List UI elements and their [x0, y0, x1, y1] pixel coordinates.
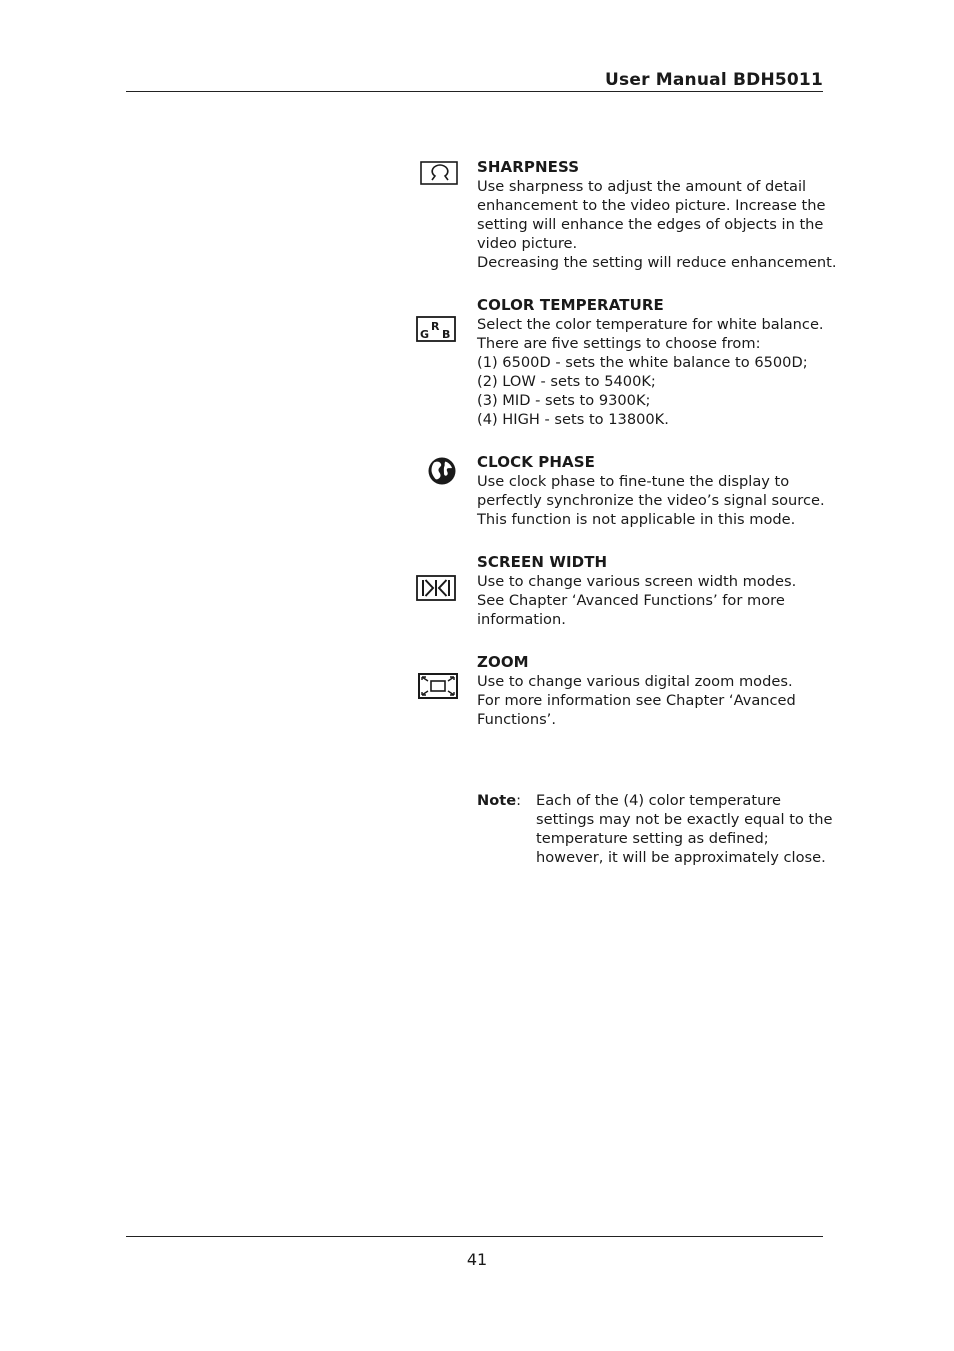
text-line: Decreasing the setting will reduce enhancement.: [477, 254, 837, 271]
section-title: CLOCK PHASE: [477, 453, 595, 471]
section-title: SCREEN WIDTH: [477, 553, 608, 571]
header-title: User Manual BDH5011: [605, 70, 823, 90]
section-color-temperature: [477, 296, 827, 429]
section-screen-width: [477, 553, 827, 629]
footer-rule: [126, 1236, 823, 1237]
text-line: enhancement to the video picture. Increase the: [477, 197, 826, 214]
sharpness-icon: [420, 161, 458, 185]
text-line: Use clock phase to fine-tune the display to: [477, 473, 790, 490]
text-line: Use to change various screen width modes.: [477, 573, 797, 590]
page-number: 41: [466, 1250, 488, 1269]
note-body: [536, 791, 836, 867]
text-line: perfectly synchronize the video’s signal source.: [477, 492, 825, 509]
text-line: setting will enhance the edges of objects in the: [477, 216, 824, 233]
note-separator: :: [516, 792, 522, 809]
text-line: See Chapter ‘Avanced Functions’ for more: [477, 592, 785, 609]
icon-letter-g: G: [420, 328, 430, 341]
icon-letter-r: R: [431, 320, 440, 333]
text-line: (2) LOW - sets to 5400K;: [477, 373, 656, 390]
note-label-text: Note: [477, 792, 517, 809]
section-zoom: [477, 653, 827, 729]
text-line: video picture.: [477, 235, 578, 252]
text-line: however, it will be approximately close.: [536, 849, 826, 866]
text-line: information.: [477, 611, 566, 628]
text-line: settings may not be exactly equal to the: [536, 811, 833, 828]
text-line: (1) 6500D - sets the white balance to 6500D;: [477, 354, 808, 371]
zoom-icon: [418, 673, 458, 699]
note-label: [477, 791, 521, 810]
text-line: Use to change various digital zoom modes.: [477, 673, 793, 690]
section-title: COLOR TEMPERATURE: [477, 296, 664, 314]
text-line: Use sharpness to adjust the amount of detail: [477, 178, 807, 195]
text-line: Each of the (4) color temperature: [536, 792, 781, 809]
text-line: (4) HIGH - sets to 13800K.: [477, 411, 669, 428]
header-rule: [126, 91, 823, 92]
text-line: temperature setting as defined;: [536, 830, 769, 847]
text-line: There are five settings to choose from:: [477, 335, 761, 352]
text-line: This function is not applicable in this mode.: [477, 511, 796, 528]
section-title: ZOOM: [477, 653, 529, 671]
text-line: Functions’.: [477, 711, 556, 728]
text-line: Select the color temperature for white balance.: [477, 316, 824, 333]
color-temperature-icon: [416, 316, 456, 342]
screen-width-icon: [416, 575, 456, 601]
icon-letter-b: B: [442, 328, 451, 341]
section-sharpness: [477, 158, 837, 272]
text-line: (3) MID - sets to 9300K;: [477, 392, 651, 409]
clock-phase-icon: [427, 456, 457, 486]
text-line: For more information see Chapter ‘Avanced: [477, 692, 796, 709]
section-title: SHARPNESS: [477, 158, 580, 176]
section-clock-phase: [477, 453, 827, 529]
